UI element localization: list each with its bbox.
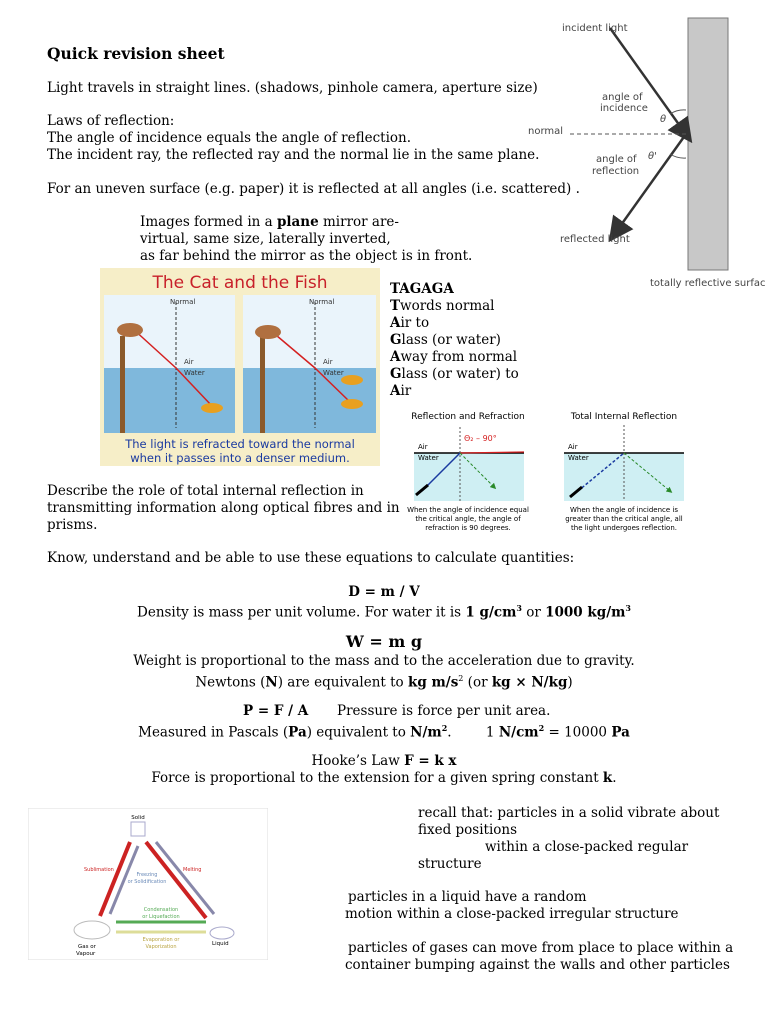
- condensation-label-2: or Liquefaction: [142, 914, 180, 920]
- cat-fish-caption-2: when it passes into a denser medium.: [130, 451, 350, 465]
- theta-label: θ: [660, 114, 667, 125]
- cat-fish-title: The Cat and the Fish: [152, 273, 328, 293]
- tir-right-air: Air: [568, 443, 578, 451]
- left-water-label: Water: [184, 369, 205, 377]
- page-title: Quick revision sheet: [47, 44, 225, 63]
- incident-light-label: incident light: [562, 23, 628, 34]
- melting-label: Melting: [183, 867, 202, 873]
- tagaga-item: Air to: [390, 315, 430, 331]
- gas-label-1: Gas or: [78, 944, 96, 950]
- incident-ray: [610, 28, 685, 133]
- solid-label: Solid: [131, 815, 145, 821]
- liquid-label: Liquid: [212, 941, 229, 947]
- freezing-label-1: Freezing: [136, 872, 158, 878]
- reflection-diagram: [520, 10, 768, 295]
- hookes-law-text: Force is proportional to the extension for a given spring constant k.: [151, 770, 617, 786]
- right-fish-upper: [341, 375, 363, 385]
- angle-incidence-label-2: incidence: [600, 103, 648, 114]
- tagaga-item: Glass (or water) to: [390, 366, 519, 382]
- tir-right-caption-3: the light undergoes reflection.: [571, 524, 677, 532]
- particles-gas-1: particles of gases can move from place to place within a: [348, 940, 734, 956]
- evaporation-label-2: Vaporization: [145, 944, 177, 950]
- plane-mirror-line-1: Images formed in a plane mirror are-: [140, 214, 399, 230]
- reflection-law-2: The incident ray, the reflected ray and the normal lie in the same plane.: [47, 147, 540, 163]
- weight-text-2: Newtons (N) are equivalent to kg $m/s^2$ (or kg × N/kg): [195, 674, 573, 691]
- weight-text-1: Weight is proportional to the mass and to the acceleration due to gravity.: [133, 653, 635, 669]
- condensation-label-1: Condensation: [143, 907, 179, 913]
- plane-mirror-line-2: virtual, same size, laterally inverted,: [140, 231, 391, 247]
- particles-solid-1: recall that: particles in a solid vibrate about: [418, 805, 720, 821]
- cat-fish-diagram: [100, 268, 380, 466]
- particles-liquid-2: motion within a close-packed irregular structure: [345, 906, 679, 922]
- reflection-heading: Laws of reflection:: [47, 113, 175, 129]
- particles-liquid-1: particles in a liquid have a random: [348, 889, 587, 905]
- tir-right-caption-1: When the angle of incidence is: [570, 506, 678, 514]
- angle-reflection-label-1: angle of: [596, 154, 637, 165]
- tir-right-title: Total Internal Reflection: [570, 412, 678, 422]
- plane-mirror-line-3: as far behind the mirror as the object is in front.: [140, 248, 473, 264]
- particles-gas-2: container bumping against the walls and other particles: [345, 957, 730, 973]
- tir-left-water-label: Water: [418, 454, 439, 462]
- right-air-label: Air: [323, 358, 333, 366]
- pressure-equation: P = F / A: [243, 703, 309, 719]
- normal-label: normal: [528, 126, 564, 137]
- right-post: [260, 336, 265, 433]
- intro-text: Light travels in straight lines. (shadows, pinhole camera, aperture size): [47, 80, 538, 96]
- theta-prime-label: θ': [648, 151, 657, 162]
- tagaga-item: Away from normal: [390, 349, 518, 365]
- reflection-law-1: The angle of incidence equals the angle of reflection.: [47, 130, 411, 146]
- tir-right-water-label: Water: [568, 454, 589, 462]
- left-fish: [201, 403, 223, 413]
- tir-question-3: prisms.: [47, 517, 98, 533]
- tagaga-heading: TAGAGA: [390, 281, 454, 297]
- right-water-label: Water: [323, 369, 344, 377]
- mirror-surface: [688, 18, 728, 270]
- reflected-ray: [616, 134, 686, 232]
- tir-left-caption-3: refraction is 90 degrees.: [425, 524, 511, 532]
- reflective-surface-label: totally reflective surfac: [650, 278, 766, 289]
- weight-equation: W = m g: [345, 632, 423, 651]
- states-of-matter-diagram: [28, 808, 268, 960]
- hookes-law: Hooke’s Law F = k x: [311, 753, 457, 769]
- left-cat: [117, 323, 143, 337]
- freezing-label-2: or Solidification: [127, 879, 167, 885]
- pressure-units: Measured in Pascals (Pa) equivalent to $N/m^2$. 1 $N/cm^2 = 10000$ Pa: [138, 723, 630, 741]
- tir-question-1: Describe the role of total internal reflection in: [47, 483, 364, 499]
- left-post: [120, 336, 125, 433]
- tagaga-list: [390, 298, 519, 400]
- tir-diagram: [398, 405, 708, 540]
- evaporation-label-1: Evaporation or: [142, 937, 180, 943]
- tir-right-caption-2: greater than the critical angle, all: [565, 515, 683, 523]
- angle-incidence-label-1: angle of: [602, 92, 643, 103]
- cat-fish-caption-1: The light is refracted toward the normal: [125, 437, 355, 451]
- particles-solid-4: structure: [418, 856, 482, 872]
- equations-intro: Know, understand and be able to use these equations to calculate quantities:: [47, 550, 575, 566]
- tagaga-item: Twords normal: [390, 298, 495, 314]
- right-normal-label: Normal: [309, 298, 335, 306]
- tagaga-item: Glass (or water): [390, 332, 501, 348]
- tir-question-2: transmitting information along optical fibres and in: [47, 500, 400, 516]
- tir-left-caption-1: When the angle of incidence equal: [407, 506, 529, 514]
- tir-left-air: Air: [418, 443, 428, 451]
- sublimation-label: Sublimation: [84, 867, 114, 873]
- right-cat: [255, 325, 281, 339]
- pressure-description: Pressure is force per unit area.: [337, 703, 551, 719]
- reflected-light-label: reflected light: [560, 234, 630, 245]
- density-text: Density is mass per unit volume. For water it is 1 $g/cm^3$ or 1000 $kg/m^3$: [137, 603, 631, 621]
- uneven-surface-text: For an uneven surface (e.g. paper) it is reflected at all angles (i.e. scattered) .: [47, 181, 580, 197]
- particles-solid-2: fixed positions: [418, 822, 518, 838]
- tir-angle-label: Θ₂ – 90°: [464, 434, 497, 443]
- tir-left-caption-2: the critical angle, the angle of: [415, 515, 521, 523]
- density-equation: D = m / V: [348, 584, 420, 600]
- particles-solid-3: within a close-packed regular: [485, 839, 689, 855]
- tagaga-item: Air: [390, 383, 412, 399]
- left-normal-label: Normal: [170, 298, 196, 306]
- right-fish-lower: [341, 399, 363, 409]
- angle-reflection-label-2: reflection: [592, 166, 640, 177]
- tir-left-title: Reflection and Refraction: [411, 412, 525, 422]
- gas-label-2: Vapour: [76, 951, 96, 957]
- left-air-label: Air: [184, 358, 194, 366]
